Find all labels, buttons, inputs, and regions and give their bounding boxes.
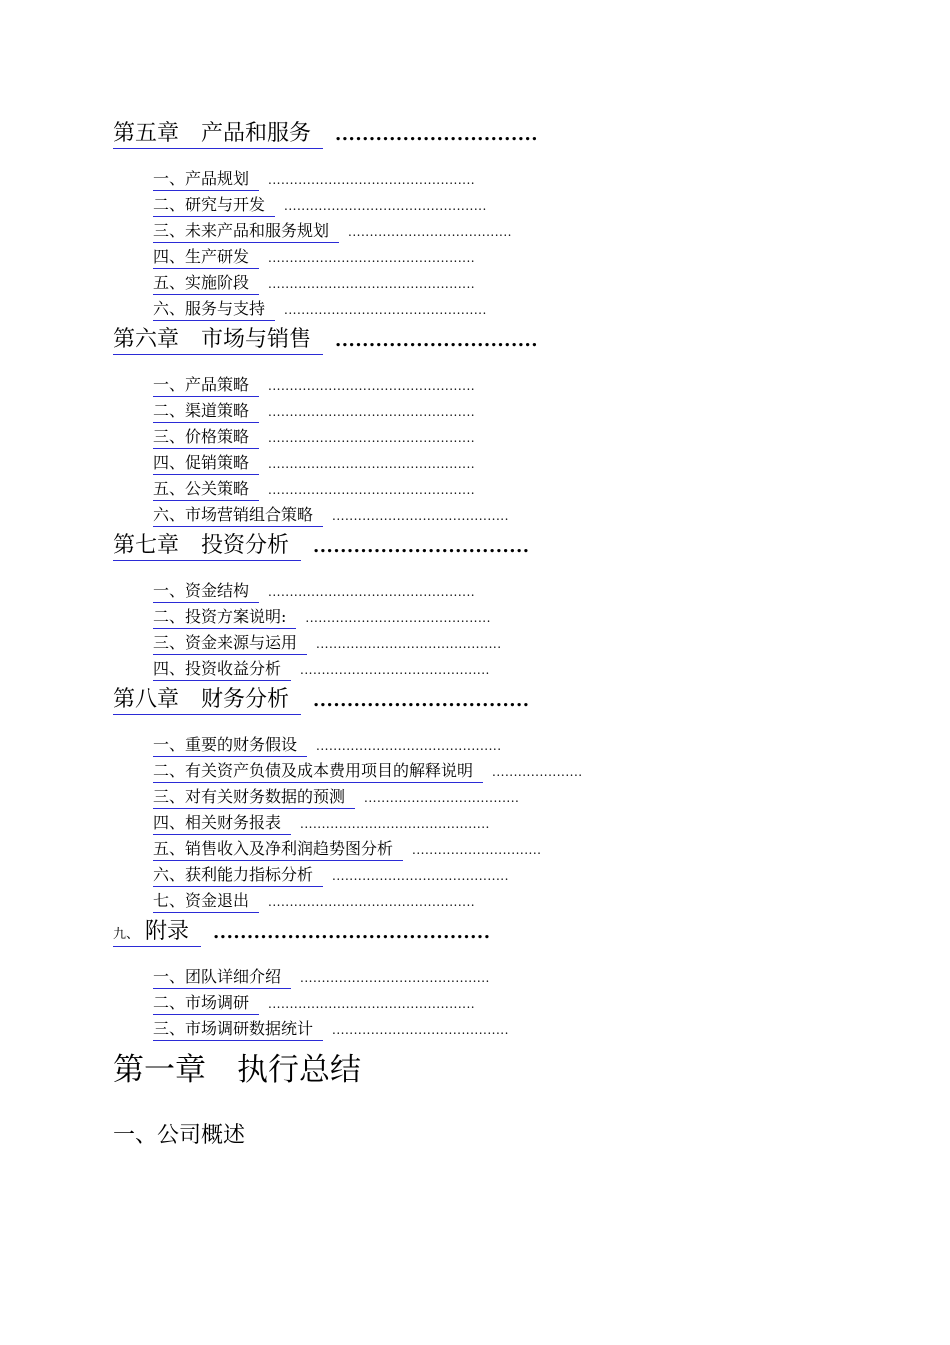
toc-entry[interactable] (153, 192, 487, 217)
toc-leader-dots: ........................................... (305, 611, 491, 625)
toc-leader-dots: ................................ (313, 536, 530, 557)
toc-leader-dots: .............................. (335, 124, 539, 145)
toc-entry[interactable] (153, 398, 475, 423)
toc-chapter-6-link[interactable]: 第六章 市场与销售 (113, 322, 323, 355)
toc-leader-dots: ................................................ (268, 585, 476, 599)
toc-entry[interactable] (153, 862, 509, 887)
toc-chapter-8-link[interactable]: 第八章 财务分析 (113, 682, 301, 715)
toc-entry-link[interactable]: 一、团队详细介绍 (153, 964, 291, 989)
toc-leader-dots: ........................................... (316, 739, 502, 753)
toc-entry[interactable] (153, 578, 475, 603)
toc-entry-link[interactable]: 三、资金来源与运用 (153, 630, 307, 655)
toc-entry-link[interactable]: 四、投资收益分析 (153, 656, 291, 681)
toc-leader-dots: ................................................ (268, 895, 476, 909)
toc-entry[interactable] (153, 450, 475, 475)
toc-leader-dots: ............................................ (300, 663, 490, 677)
toc-entry[interactable] (153, 604, 491, 629)
toc-leader-dots: ............................................... (284, 199, 487, 213)
toc-entry[interactable] (153, 296, 487, 321)
toc-entry-link[interactable]: 五、销售收入及净利润趋势图分析 (153, 836, 403, 861)
toc-entry[interactable] (153, 476, 475, 501)
section-heading: 一、公司概述 (113, 1123, 246, 1148)
toc-entry[interactable] (153, 836, 541, 861)
toc-chapter-5-link[interactable]: 第五章 产品和服务 (113, 116, 323, 149)
toc-leader-dots: ......................................... (332, 1023, 509, 1037)
toc-leader-dots: ..................... (492, 765, 583, 779)
toc-leader-dots: ................................................ (268, 173, 476, 187)
toc-leader-dots: .............................. (412, 843, 542, 857)
toc-entry[interactable] (153, 732, 502, 757)
toc-leader-dots: ................................................ (268, 277, 476, 291)
toc-chapter-5[interactable] (113, 116, 538, 149)
toc-entry[interactable] (153, 990, 475, 1015)
toc-entry-link[interactable]: 四、相关财务报表 (153, 810, 291, 835)
toc-leader-dots: ......................................... (213, 922, 491, 943)
toc-leader-dots: ................................................ (268, 379, 476, 393)
toc-entry-link[interactable]: 二、投资方案说明: (153, 604, 296, 629)
toc-leader-dots: ...................................... (348, 225, 512, 239)
toc-leader-dots: ................................................ (268, 431, 476, 445)
toc-entry[interactable] (153, 244, 475, 269)
toc-leader-dots: ................................................ (268, 457, 476, 471)
toc-entry-link[interactable]: 二、有关资产负债及成本费用项目的解释说明 (153, 758, 483, 783)
toc-appendix-link[interactable] (113, 914, 201, 947)
toc-entry-link[interactable]: 四、促销策略 (153, 450, 259, 475)
toc-entry[interactable] (153, 502, 509, 527)
toc-chapter-8[interactable] (113, 682, 530, 715)
toc-leader-dots: ........................................... (316, 637, 502, 651)
toc-leader-dots: ......................................... (332, 509, 509, 523)
toc-entry[interactable] (153, 656, 490, 681)
toc-leader-dots: ............................................ (300, 817, 490, 831)
toc-entry[interactable] (153, 964, 490, 989)
toc-leader-dots: ................................................ (268, 251, 476, 265)
toc-entry[interactable] (153, 218, 512, 243)
toc-chapter-7[interactable] (113, 528, 530, 561)
appendix-title: 附录 (145, 919, 190, 944)
toc-entry-link[interactable]: 一、重要的财务假设 (153, 732, 307, 757)
toc-leader-dots: ................................................ (268, 483, 476, 497)
appendix-number: 九、 (113, 927, 140, 942)
toc-entry-link[interactable]: 一、资金结构 (153, 578, 259, 603)
toc-entry-link[interactable]: 五、公关策略 (153, 476, 259, 501)
toc-entry-link[interactable]: 二、渠道策略 (153, 398, 259, 423)
toc-entry[interactable] (153, 166, 475, 191)
toc-entry-link[interactable]: 六、服务与支持 (153, 296, 275, 321)
toc-chapter-6[interactable] (113, 322, 538, 355)
toc-entry-link[interactable]: 六、市场营销组合策略 (153, 502, 323, 527)
toc-entry-link[interactable]: 七、资金退出 (153, 888, 259, 913)
toc-leader-dots: ................................ (313, 690, 530, 711)
toc-entry[interactable] (153, 888, 475, 913)
toc-leader-dots: ................................................ (268, 405, 476, 419)
toc-leader-dots: ......................................... (332, 869, 509, 883)
toc-entry[interactable] (153, 810, 490, 835)
toc-entry[interactable] (153, 784, 519, 809)
toc-entry-link[interactable]: 一、产品规划 (153, 166, 259, 191)
toc-entry-link[interactable]: 五、实施阶段 (153, 270, 259, 295)
toc-entry-link[interactable]: 一、产品策略 (153, 372, 259, 397)
toc-entry[interactable] (153, 758, 583, 783)
toc-appendix[interactable] (113, 914, 490, 947)
toc-entry-link[interactable]: 三、对有关财务数据的预测 (153, 784, 355, 809)
toc-entry-link[interactable]: 三、价格策略 (153, 424, 259, 449)
toc-entry[interactable] (153, 424, 475, 449)
toc-entry-link[interactable]: 四、生产研发 (153, 244, 259, 269)
toc-entry-link[interactable]: 六、获利能力指标分析 (153, 862, 323, 887)
toc-entry[interactable] (153, 1016, 509, 1041)
toc-leader-dots: ............................................ (300, 971, 490, 985)
chapter-heading: 第一章 执行总结 (113, 1052, 361, 1088)
toc-leader-dots: ............................................... (284, 303, 487, 317)
toc-entry-link[interactable]: 三、市场调研数据统计 (153, 1016, 323, 1041)
toc-leader-dots: ................................................ (268, 997, 476, 1011)
toc-entry-link[interactable]: 三、未来产品和服务规划 (153, 218, 339, 243)
toc-chapter-7-link[interactable]: 第七章 投资分析 (113, 528, 301, 561)
toc-entry[interactable] (153, 270, 475, 295)
toc-entry[interactable] (153, 372, 475, 397)
toc-leader-dots: .............................. (335, 330, 539, 351)
toc-leader-dots: .................................... (364, 791, 520, 805)
toc-entry-link[interactable]: 二、研究与开发 (153, 192, 275, 217)
toc-entry[interactable] (153, 630, 502, 655)
toc-entry-link[interactable]: 二、市场调研 (153, 990, 259, 1015)
